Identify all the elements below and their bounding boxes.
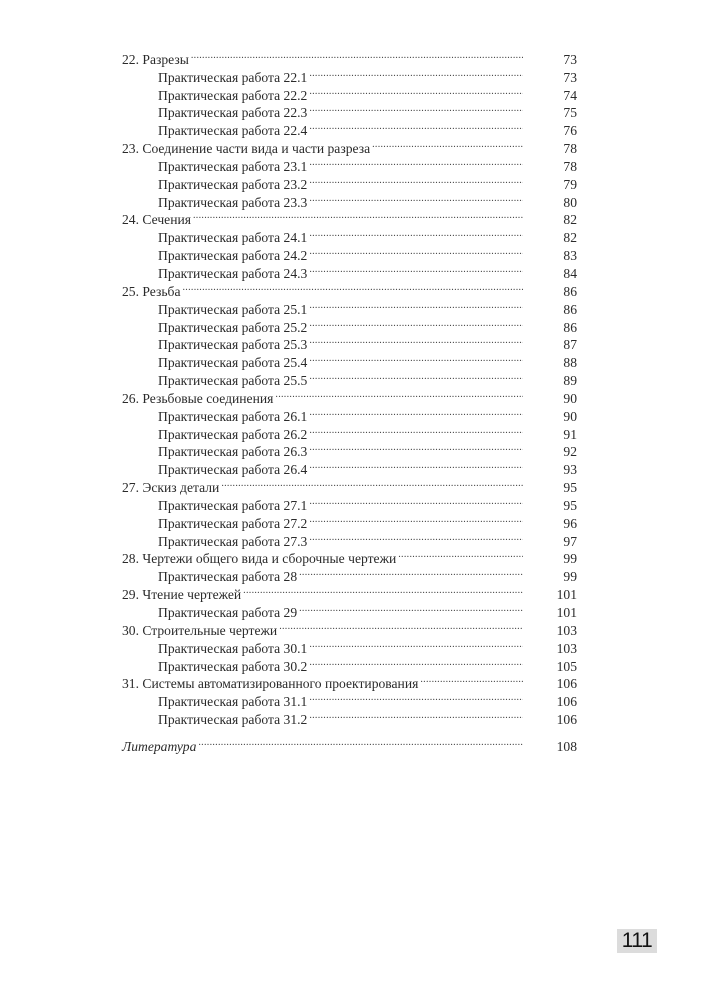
toc-entry-title: Практическая работа 26.4 xyxy=(158,462,308,478)
dot-leader xyxy=(307,82,525,100)
toc-entry-title: 22. Разрезы xyxy=(122,51,189,67)
toc-entry-title: Практическая работа 30.2 xyxy=(158,658,308,674)
dot-leader xyxy=(307,332,525,350)
toc-entry-page: 95 xyxy=(563,480,577,496)
toc-entry-page: 106 xyxy=(556,676,577,692)
toc-entry-page: 101 xyxy=(556,605,577,620)
toc-entry-page: 84 xyxy=(563,265,577,281)
toc-entry-page: 95 xyxy=(563,497,577,513)
dot-leader xyxy=(307,367,525,385)
dot-leader xyxy=(307,64,525,82)
toc-chapter xyxy=(122,46,577,67)
toc-entry-page: 75 xyxy=(563,105,577,121)
toc-entry-title: Практическая работа 26.3 xyxy=(158,444,308,460)
toc-entry-page: 90 xyxy=(563,408,577,424)
toc-entry-title: Практическая работа 24.3 xyxy=(158,265,308,281)
toc-entry-page: 83 xyxy=(563,248,577,264)
toc-literature xyxy=(122,733,577,754)
dot-leader xyxy=(307,224,525,242)
toc-entry-title: Практическая работа 31.1 xyxy=(158,694,308,710)
dot-leader xyxy=(307,456,525,474)
toc-entry-page: 82 xyxy=(563,230,577,246)
dot-leader xyxy=(418,671,525,689)
toc-entry-title: Практическая работа 30.1 xyxy=(158,640,308,656)
toc-entry-title: 26. Резьбовые соединения xyxy=(122,390,274,406)
toc-entry-title: Практическая работа 27.3 xyxy=(158,533,308,549)
toc-entry-page: 88 xyxy=(563,355,577,371)
toc-entry-title: Литература xyxy=(122,738,197,754)
toc-entry-title: 28. Чертежи общего вида и сборочные чертежи xyxy=(122,551,397,567)
toc-entry-title: Практическая работа 24.1 xyxy=(158,230,308,246)
toc-entry-page: 108 xyxy=(556,738,577,754)
dot-leader xyxy=(307,349,525,367)
toc-entry-title: Практическая работа 27.2 xyxy=(158,515,308,531)
toc-entry-title: Практическая работа 23.3 xyxy=(158,194,308,210)
toc-entry-title: Практическая работа 31.2 xyxy=(158,712,308,728)
toc-entry-page: 79 xyxy=(563,176,577,192)
dot-leader xyxy=(307,314,525,332)
toc-entry-title: Практическая работа 23.1 xyxy=(158,158,308,174)
dot-leader xyxy=(307,421,525,439)
toc-entry-title: Практическая работа 22.4 xyxy=(158,123,308,139)
dot-leader xyxy=(297,599,525,617)
toc-entry-title: 31. Системы автоматизированного проектирования xyxy=(122,676,419,692)
toc-entry-title: Практическая работа 25.4 xyxy=(158,355,308,371)
toc-entry-title: 30. Строительные чертежи xyxy=(122,622,278,638)
toc-entry-page: 103 xyxy=(556,640,577,656)
toc-subentry xyxy=(122,64,577,85)
dot-leader xyxy=(297,563,525,581)
dot-leader xyxy=(307,100,525,118)
toc-entry-page: 87 xyxy=(563,337,577,353)
toc-entry-title: 27. Эскиз детали xyxy=(122,480,220,496)
toc-entry-page: 78 xyxy=(563,141,577,157)
toc-entry-title: 24. Сечения xyxy=(122,212,191,228)
toc-entry-page: 76 xyxy=(563,123,577,139)
toc-entry-title: Практическая работа 25.3 xyxy=(158,337,308,353)
toc-entry-title: Практическая работа 28 xyxy=(158,569,298,585)
toc-entry-page: 86 xyxy=(563,319,577,335)
toc-entry-title: 29. Чтение чертежей xyxy=(122,587,242,603)
toc-entry-page: 91 xyxy=(563,426,577,442)
toc-entry-page: 106 xyxy=(556,712,577,728)
dot-leader xyxy=(307,117,525,135)
toc-entry-title: Практическая работа 27.1 xyxy=(158,497,308,513)
dot-leader xyxy=(181,278,526,296)
toc-entry-title: Практическая работа 23.2 xyxy=(158,176,308,192)
dot-leader xyxy=(273,385,525,403)
toc-entry-page: 105 xyxy=(556,658,577,674)
toc-chapter xyxy=(122,207,577,228)
dot-leader xyxy=(196,733,525,751)
toc-entry-title: Практическая работа 22.1 xyxy=(158,69,308,85)
toc-entry-page: 99 xyxy=(563,551,577,567)
toc-entry-title: Практическая работа 22.2 xyxy=(158,87,308,103)
dot-leader xyxy=(307,242,525,260)
dot-leader xyxy=(307,296,525,314)
toc-entry-page: 89 xyxy=(563,373,577,389)
toc-entry-page: 103 xyxy=(556,622,577,638)
toc-entry-page: 74 xyxy=(563,87,577,103)
table-of-contents xyxy=(122,46,577,754)
toc-entry-title: Практическая работа 25.2 xyxy=(158,319,308,335)
toc-entry-page: 92 xyxy=(563,444,577,460)
toc-entry-page: 96 xyxy=(563,515,577,531)
toc-entry-page: 99 xyxy=(563,569,577,585)
dot-leader xyxy=(396,546,525,564)
toc-entry-title: Практическая работа 25.5 xyxy=(158,373,308,389)
dot-leader xyxy=(219,474,525,492)
page-number-badge: 111 xyxy=(617,929,657,953)
toc-entry-page: 73 xyxy=(563,69,577,85)
dot-leader xyxy=(307,653,525,671)
dot-leader xyxy=(307,439,525,457)
toc-entry-page: 86 xyxy=(563,283,577,299)
dot-leader xyxy=(307,492,525,510)
toc-entry-title: Практическая работа 26.2 xyxy=(158,426,308,442)
toc-entry-page: 93 xyxy=(563,462,577,478)
toc-entry-title: Практическая работа 24.2 xyxy=(158,248,308,264)
toc-entry-title: Практическая работа 26.1 xyxy=(158,408,308,424)
dot-leader xyxy=(307,635,525,653)
toc-entry-title: 25. Резьба xyxy=(122,283,181,299)
dot-leader xyxy=(307,171,525,189)
toc-subentry xyxy=(122,296,577,317)
dot-leader xyxy=(307,688,525,706)
dot-leader xyxy=(307,189,525,207)
toc-entry-title: Практическая работа 22.3 xyxy=(158,105,308,121)
dot-leader xyxy=(307,403,525,421)
toc-entry-title: Практическая работа 29 xyxy=(158,605,298,620)
toc-entry-page: 73 xyxy=(563,51,577,67)
toc-entry-page: 80 xyxy=(563,194,577,210)
dot-leader xyxy=(191,207,525,225)
toc-entry-page: 86 xyxy=(563,301,577,317)
dot-leader xyxy=(307,153,525,171)
toc-entry-page: 82 xyxy=(563,212,577,228)
dot-leader xyxy=(241,581,525,599)
dot-leader xyxy=(307,510,525,528)
toc-entry-page: 97 xyxy=(563,533,577,549)
dot-leader xyxy=(370,135,525,153)
toc-entry-title: 23. Соединение части вида и части разреза xyxy=(122,141,371,157)
toc-entry-title: Практическая работа 25.1 xyxy=(158,301,308,317)
toc-chapter xyxy=(122,278,577,299)
dot-leader xyxy=(307,706,525,724)
toc-entry-page: 90 xyxy=(563,390,577,406)
dot-leader xyxy=(307,528,525,546)
dot-leader xyxy=(189,46,525,64)
toc-entry-page: 106 xyxy=(556,694,577,710)
dot-leader xyxy=(307,260,525,278)
toc-entry-page: 78 xyxy=(563,158,577,174)
toc-entry-page: 101 xyxy=(556,587,577,603)
dot-leader xyxy=(277,617,525,635)
